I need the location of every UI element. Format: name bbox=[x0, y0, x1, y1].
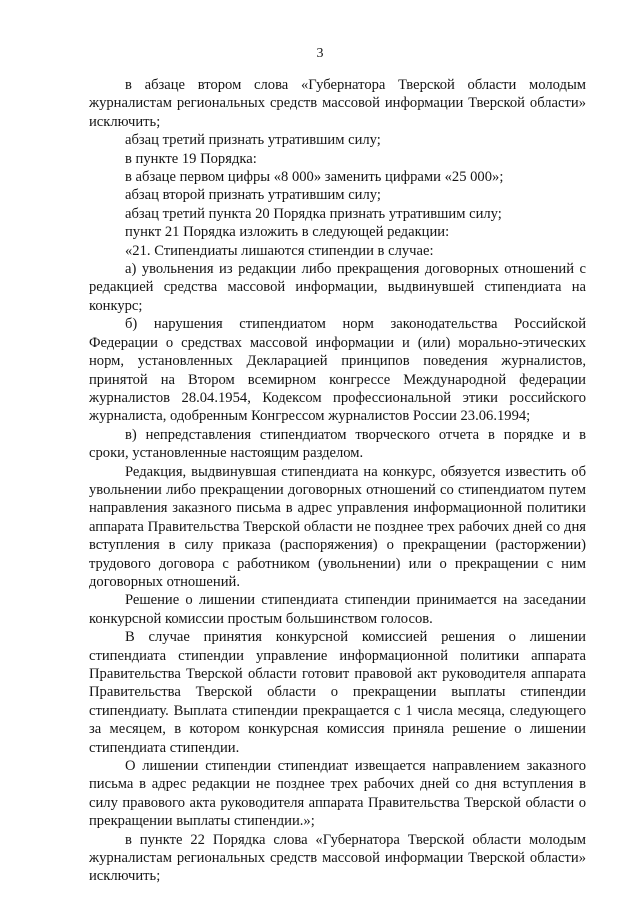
paragraph-5: абзац второй признать утратившим силу; bbox=[125, 187, 381, 204]
paragraph-10: б) нарушения стипендиатом норм законодательства Российской Федерации о средствах массовой информации и (или) морально-этических норм, установленных Декларацией принципов поведения журналистов, принятой на Втором всемирном конгрессе Международной федерации журналистов 28.04.1954, Кодексом профессиональной этики российского журналиста, одобренным Конгрессом журналистов России 23.06.1994; bbox=[89, 316, 586, 425]
paragraph-3: в пункте 19 Порядка: bbox=[125, 150, 257, 167]
page-number: 3 bbox=[316, 46, 324, 61]
paragraph-6: абзац третий пункта 20 Порядка признать утратившим силу; bbox=[125, 205, 502, 222]
document-body bbox=[89, 76, 586, 886]
paragraph-8: «21. Стипендиаты лишаются стипендии в случае: bbox=[125, 242, 434, 259]
paragraph-15: О лишении стипендии стипендиат извещается направлением заказного письма в адрес редакции не позднее трех рабочих дней со дня вступления в силу правового акта руководителя аппарата Правительства Тверской области о прекращении выплаты стипендии.»; bbox=[89, 758, 586, 830]
paragraph-11: в) непредставления стипендиатом творческого отчета в порядке и в сроки, установленные настоящим разделом. bbox=[89, 426, 586, 462]
paragraph-9: а) увольнения из редакции либо прекращения договорных отношений с редакцией средства массовой информации, выдвинувшей стипендиата на конкурс; bbox=[89, 261, 586, 314]
paragraph-14: В случае принятия конкурсной комиссией решения о лишении стипендиата стипендии управление информационной политики аппарата Правительства Тверской области готовит правовой акт руководителя аппарата Правительства Тверской области о прекращении выплаты стипендии стипендиату. Выплата стипендии прекращается с 1 числа месяца, следующего за месяцем, в котором конкурсная комиссия приняла решение о лишении стипендиата стипендии. bbox=[89, 629, 586, 756]
paragraph-13: Решение о лишении стипендиата стипендии принимается на заседании конкурсной комиссии простым большинством голосов. bbox=[89, 592, 586, 627]
paragraph-12: Редакция, выдвинувшая стипендиата на конкурс, обязуется известить об увольнении либо прекращении договорных отношений со стипендиатом путем направления заказного письма в адрес управления информационной политики аппарата Правительства Тверской области не позднее трех рабочих дней со дня вступления в силу приказа (распоряжения) о прекращении (расторжении) трудового договора с работником (увольнении) или о прекращении с ним договорных отношений. bbox=[89, 463, 586, 590]
paragraph-2: абзац третий признать утратившим силу; bbox=[125, 132, 381, 149]
paragraph-1: в абзаце втором слова «Губернатора Тверской области молодым журналистам региональных средств массовой информации Тверской области» исключить; bbox=[89, 77, 586, 130]
paragraph-16: в пункте 22 Порядка слова «Губернатора Тверской области молодым журналистам региональных средств массовой информации Тверской области» исключить; bbox=[89, 831, 586, 885]
paragraph-7: пункт 21 Порядка изложить в следующей редакции: bbox=[125, 224, 450, 241]
paragraph-4: в абзаце первом цифры «8 000» заменить цифрами «25 000»; bbox=[125, 169, 504, 186]
